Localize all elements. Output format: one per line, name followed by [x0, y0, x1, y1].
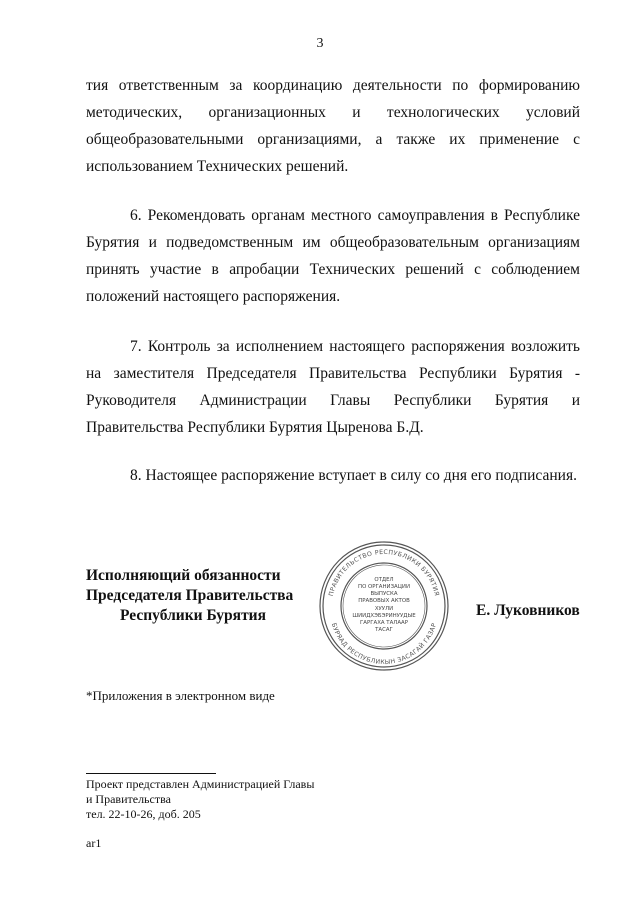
- paragraph-item-7: 7. Контроль за исполнением настоящего распоряжения возложить на заместителя Председателя Правительства Республики Бурятия - Руководителя Администрации Главы Республики Бурятия и Правительства Республики Бурятия Цыренова Б.Д.: [86, 338, 580, 436]
- signatory-name: Е. Луковников: [476, 602, 580, 619]
- seal-center-line: ШИИДХЭБЭРИНУУДЫЕ: [352, 613, 416, 619]
- seal-center-line: ТАСАГ: [375, 627, 393, 633]
- seal-outer-text-top: ПРАВИТЕЛЬСТВО РЕСПУБЛИКИ БУРЯТИЯ: [327, 548, 441, 597]
- footnote-line: и Правительства: [86, 792, 171, 806]
- page-number: 3: [316, 36, 324, 51]
- seal-center-line: ПРАВОВЫХ АКТОВ: [358, 598, 410, 604]
- footnote: [86, 777, 314, 822]
- seal-center-line: ОТДЕЛ: [374, 577, 394, 583]
- official-seal-stamp: [318, 540, 450, 672]
- signatory-title-line: Республики Бурятия: [120, 607, 266, 624]
- seal-center-line: ХУУЛИ: [374, 606, 394, 612]
- signatory-title: [86, 566, 294, 626]
- paragraph-continuation: тия ответственным за координацию деятельности по формированию методических, организационных и технологических условий общеобразовательными организациями, а также их применение с использованием Технических решений.: [86, 77, 580, 175]
- footnote-line: Проект представлен Администрацией Главы: [86, 777, 315, 791]
- signatory-title-line: Исполняющий обязанности: [86, 567, 281, 584]
- footnote-divider: [86, 773, 216, 774]
- seal-outer-text-bottom: БУРЯАД РЕСПУБЛИКЫН ЗАСАГАЙ ГАЗАР: [329, 622, 439, 667]
- seal-center-line: ВЫПУСКА: [370, 591, 398, 597]
- seal-center-line: ПО ОРГАНИЗАЦИИ: [358, 584, 410, 590]
- document-code: ar1: [86, 836, 102, 850]
- paragraph-item-6: 6. Рекомендовать органам местного самоуправления в Республике Бурятия и подведомственным им общеобразовательным организациям принять участие в апробации Технических решений с соблюдением положений настоящего распоряжения.: [86, 207, 580, 305]
- seal-center-line: ГАРГАХА ТАЛААР: [360, 620, 408, 626]
- appendix-note: *Приложения в электронном виде: [86, 688, 275, 703]
- footnote-line: тел. 22-10-26, доб. 205: [86, 807, 201, 821]
- paragraph-item-8: 8. Настоящее распоряжение вступает в силу со дня его подписания.: [130, 467, 577, 484]
- signatory-title-line: Председателя Правительства: [86, 587, 294, 604]
